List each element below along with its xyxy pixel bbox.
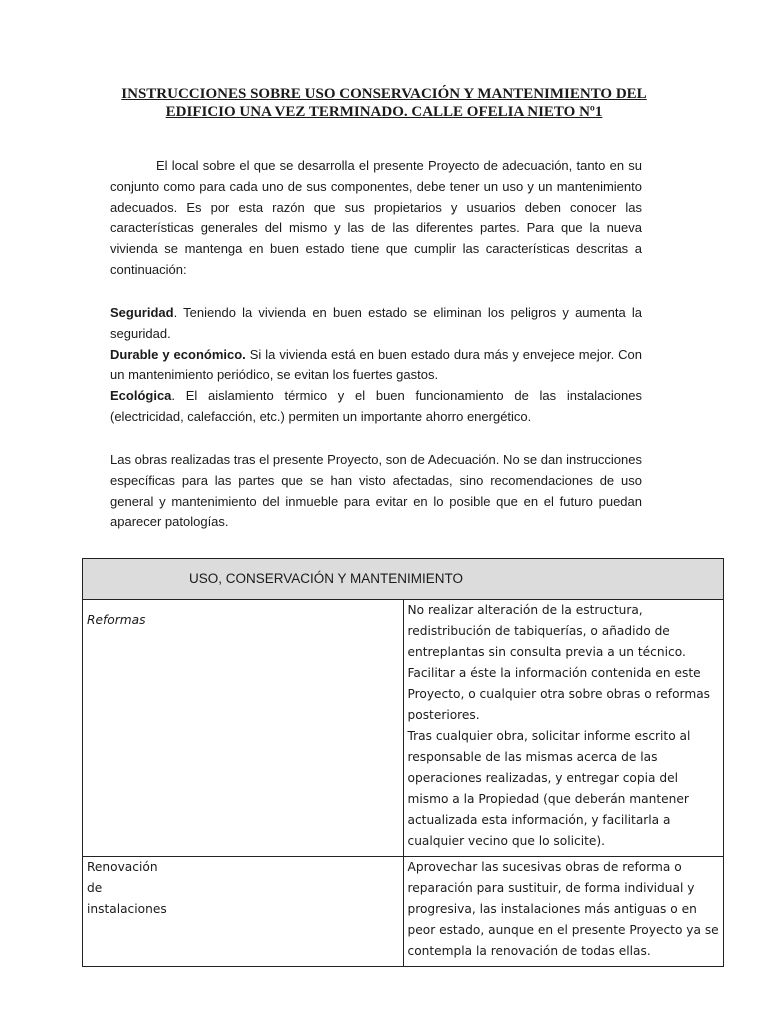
description-paragraph: Aprovechar las sucesivas obras de reforma o reparación para sustituir, de forma individual y progresiva, las instalaciones más antiguas o en peor estado, aunque en el presente Proyecto ya se contempla la renovación de todas ellas. — [407, 860, 719, 958]
benefit-term: Ecológica — [110, 388, 172, 404]
description-paragraph: Facilitar a éste la información contenida en este Proyecto, o cualquier otra sobre obras o reformas posteriores. — [407, 666, 711, 722]
table-row — [83, 600, 724, 857]
table-header: USO, CONSERVACIÓN Y MANTENIMIENTO — [83, 559, 724, 600]
description-paragraph: No realizar alteración de la estructura, redistribución de tabiquerías, o añadido de entreplantas sin consulta previa a un técnico. — [407, 603, 686, 659]
table-row — [83, 857, 724, 967]
benefit-term: Seguridad — [110, 305, 174, 320]
benefit-text: El aislamiento térmico y el buen funcionamiento de las instalaciones (electricidad, calefacción, etc.) permiten un importante ahorro energético. — [110, 388, 642, 424]
benefit-item — [110, 345, 642, 387]
benefits-list — [110, 303, 642, 428]
row-description — [403, 600, 724, 857]
benefit-term: Durable y económico. — [110, 346, 246, 362]
category-line: de — [87, 881, 103, 895]
maintenance-table — [82, 558, 724, 967]
outro-paragraph: Las obras realizadas tras el presente Proyecto, son de Adecuación. No se dan instrucciones específicas para las partes que se han visto afectadas, sino recomendaciones de uso general y mantenimiento del inmueble para evitar en lo posible que en el futuro puedan aparecer patologías. — [110, 452, 642, 530]
title-line-1: INSTRUCCIONES SOBRE USO CONSERVACIÓN Y MANTENIMIENTO DEL — [121, 86, 647, 102]
benefit-text: Teniendo la vivienda en buen estado se eliminan los peligros y aumenta la seguridad. — [110, 305, 642, 341]
benefit-item: Seguridad. Teniendo la vivienda en buen estado se eliminan los peligros y aumenta la seguridad. — [110, 305, 642, 341]
benefit-item: Ecológica. El aislamiento térmico y el buen funcionamiento de las instalaciones (electricidad, calefacción, etc.) permiten un importante ahorro energético. — [110, 388, 642, 424]
table-header-row — [83, 559, 724, 600]
category-line: Renovación — [87, 860, 158, 874]
row-category — [83, 857, 404, 967]
intro-paragraph: El local sobre el que se desarrolla el presente Proyecto de adecuación, tanto en su conjunto como para cada uno de sus componentes, debe tener un uso y un mantenimiento adecuados. Es por esta razón que sus propietarios y usuarios deben conocer las características generales del mismo y las de las diferentes partes. Para que la nueva vivienda se mantenga en buen estado tiene que cumplir las características descritas a continuación: — [110, 158, 642, 277]
benefit-text: Si la vivienda está en buen estado dura más y envejece mejor. Con un mantenimiento periódico, se evitan los fuertes gastos. — [110, 346, 642, 383]
row-category: Reformas — [83, 600, 404, 857]
title-line-2: EDIFICIO UNA VEZ TERMINADO. CALLE OFELIA NIETO Nº1 — [165, 104, 603, 120]
category-line: instalaciones — [87, 902, 167, 916]
document-title — [100, 85, 668, 121]
row-description — [403, 857, 724, 967]
description-paragraph: Tras cualquier obra, solicitar informe escrito al responsable de las mismas acerca de las operaciones realizadas, y entregar copia del mismo a la Propiedad (que deberán mantener actualizada esta información, y facilitarla a cualquier vecino que lo solicite). — [407, 729, 691, 848]
